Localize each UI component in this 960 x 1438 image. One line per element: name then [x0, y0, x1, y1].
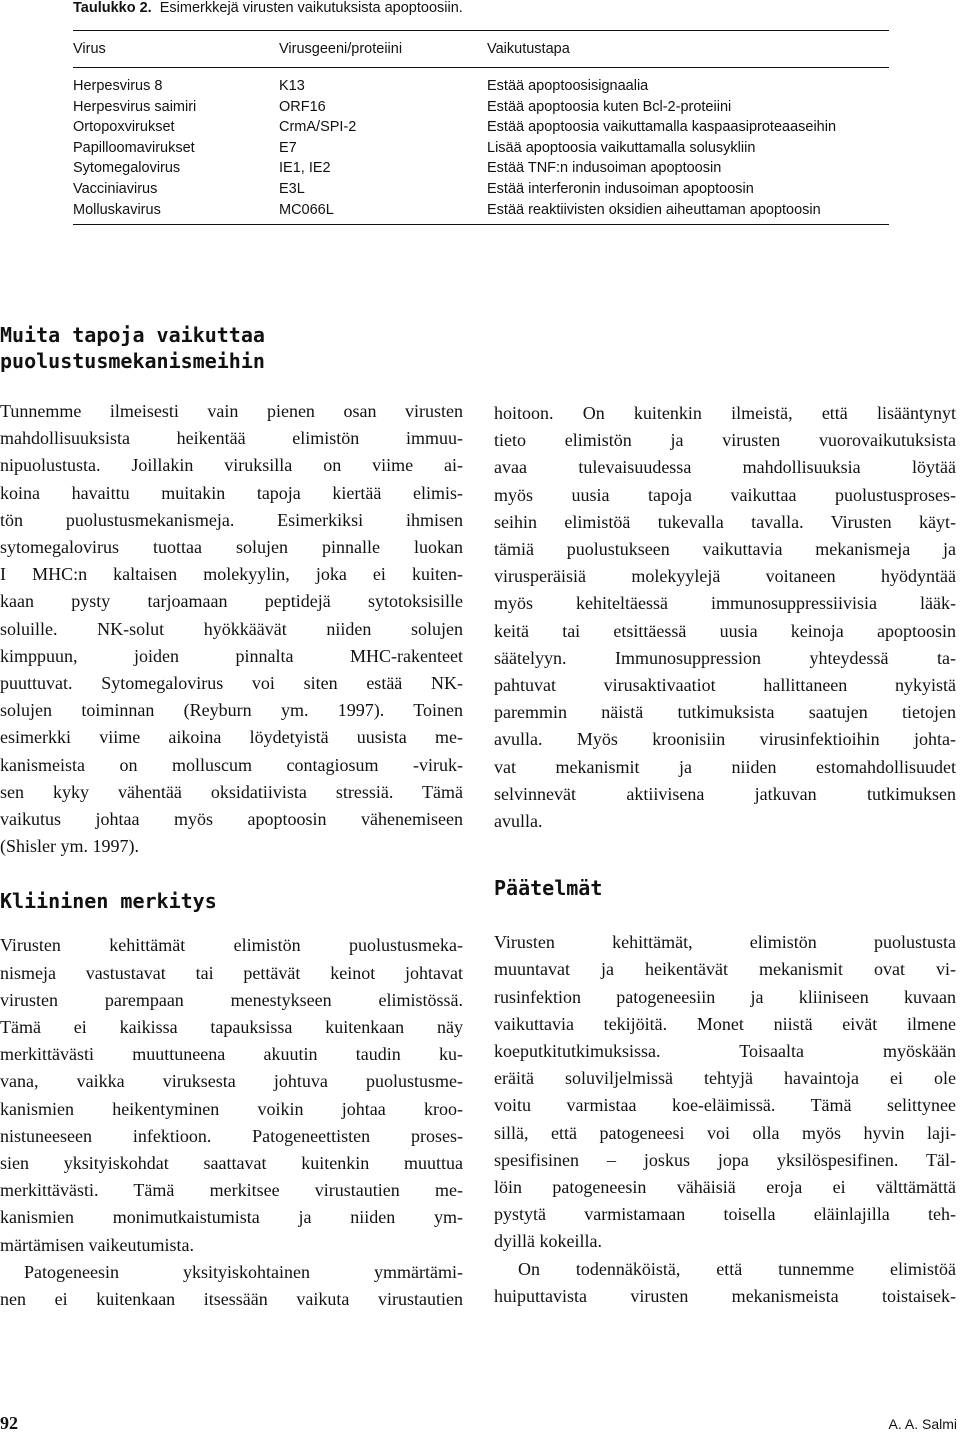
- text-line: kanismeista on molluscum contagiosum -viruk-: [0, 754, 463, 775]
- table-cell: Ortopoxvirukset: [73, 119, 175, 136]
- table-cell: Estää apoptoosia vaikuttamalla kaspaasiproteaaseihin: [487, 119, 837, 136]
- text-line: eräitä soluviljelmissä tehtyjä havaintoja ei ole: [494, 1068, 956, 1089]
- table-row: [73, 76, 889, 97]
- text-line: tön puolustusmekanismeja. Esimerkiksi ihmisen: [0, 509, 463, 530]
- text-line: spesifisinen – joskus jopa yksilöspesifinen. Täl-: [494, 1149, 956, 1170]
- text-line: avaa tulevaisuudessa mahdollisuuksia löytää: [494, 457, 956, 478]
- text-line: rusinfektion patogeneesiin ja kliiniseen kuvaan: [494, 986, 956, 1007]
- heading-line: Muita tapoja vaikuttaa: [0, 323, 265, 347]
- text-line: pystytä varmistamaan toisella eläinlajilla teh-: [494, 1204, 956, 1225]
- table-cell: Lisää apoptoosia vaikuttamalla solusykliin: [487, 139, 756, 156]
- table-cell: E3L: [279, 180, 305, 197]
- text-line: virusten parempaan menestykseen elimistössä.: [0, 989, 463, 1010]
- text-line: märtämisen vaikeutumista.: [0, 1234, 194, 1255]
- text-line: koeputkitutkimuksissa. Toisaalta myöskään: [494, 1041, 956, 1062]
- table-cell: Vacciniavirus: [73, 180, 158, 197]
- table-row: [73, 200, 889, 221]
- table-cell: Sytomegalovirus: [73, 160, 181, 177]
- table-cell: CrmA/SPI-2: [279, 119, 357, 136]
- text-line: nismeja vastustavat tai pettävät keinot johtavat: [0, 962, 463, 983]
- table-header-cell: Vaikutustapa: [487, 41, 570, 57]
- table-cell: Papilloomavirukset: [73, 139, 195, 156]
- text-line: Patogeneesin yksityiskohtainen ymmärtämi-: [24, 1261, 463, 1282]
- table-cell: Estää TNF:n indusoiman apoptoosin: [487, 160, 722, 177]
- text-line: kanismien monimutkaistumista ja niiden ym-: [0, 1207, 463, 1228]
- text-line: Virusten kehittämät elimistön puolustusmeka-: [0, 935, 463, 956]
- table-row: [73, 138, 889, 159]
- text-line: sytomegalovirus tuottaa solujen pinnalle luokan: [0, 537, 463, 558]
- table-cell: K13: [279, 78, 305, 94]
- text-line: säätelyyn. Immunosuppression yhteydessä ta-: [494, 647, 956, 668]
- virus-apoptosis-table: [73, 30, 889, 225]
- table-caption-text: Esimerkkejä virusten vaikutuksista apoptoosiin.: [159, 0, 463, 16]
- table-cell: Estää apoptoosia kuten Bcl-2-proteiini: [487, 98, 732, 115]
- text-line: vaikutus johtaa myös apoptoosin vähenemiseen: [0, 809, 463, 830]
- text-line: muuntavat ja heikentävät mekanismit ovat vi-: [494, 959, 956, 980]
- text-line: voitu varmistaa koe-eläimissä. Tämä selittynee: [494, 1095, 956, 1116]
- text-line: löin patogeneesin vähäisiä eroja ei välttämättä: [494, 1177, 956, 1198]
- section-body-continued: [494, 400, 956, 835]
- text-line: mahdollisuuksista heikentää elimistön immuu-: [0, 428, 463, 449]
- text-line: merkittävästi muuttuneena akuutin taudin ku-: [0, 1044, 463, 1065]
- text-line: vana, vaikka viruksesta johtuva puolustusme-: [0, 1071, 463, 1092]
- text-line: huiputtavista virusten mekanismeista toistaisek-: [494, 1285, 956, 1306]
- text-line: kaan pysty tarjoamaan peptidejä sytotoksisille: [0, 591, 463, 612]
- text-line: pahtuvat virusaktivaatiot hallittaneen nykyistä: [494, 675, 956, 696]
- text-line: tämiä puolustukseen vaikuttavia mekanismeja ja: [494, 539, 956, 560]
- text-line: Tämä ei kaikissa tapauksissa kuitenkaan näy: [0, 1017, 463, 1038]
- text-line: seihin elimistöä tukevalla tavalla. Virusten käyt-: [494, 511, 956, 532]
- text-line: nistuneeseen infektioon. Patogeneettisten proses-: [0, 1125, 463, 1146]
- text-line: puuttuvat. Sytomegalovirus voi siten estää NK-: [0, 673, 463, 694]
- running-author: A. A. Salmi: [888, 1416, 957, 1432]
- table-cell: Estää interferonin indusoiman apoptoosin: [487, 180, 754, 197]
- right-column: [494, 400, 956, 1310]
- table-caption: [73, 0, 463, 16]
- text-line: koina havaittu muitakin tapoja kiertää elimis-: [0, 482, 463, 503]
- text-line: virusperäisiä molekyylejä voitaneen hyödyntää: [494, 566, 956, 587]
- text-line: paremmin näistä tutkimuksista saatujen tietojen: [494, 702, 956, 723]
- text-line: dyillä kokeilla.: [494, 1231, 602, 1252]
- table-row: [73, 117, 889, 138]
- table-cell: Molluskavirus: [73, 201, 161, 218]
- table-cell: Estää reaktiivisten oksidien aiheuttaman apoptoosin: [487, 201, 821, 218]
- text-line: vaikuttavia tekijöitä. Monet niistä eivät ilmene: [494, 1013, 956, 1034]
- text-line: keitä tai etsittäessä uusia keinoja apoptoosin: [494, 620, 956, 641]
- table-header-row: [73, 31, 889, 67]
- text-line: merkittävästi. Tämä merkitsee virustautien me-: [0, 1180, 463, 1201]
- table-cell: MC066L: [279, 201, 334, 218]
- section-heading-kliininen: Kliininen merkitys: [0, 889, 217, 914]
- table-row: [73, 158, 889, 179]
- table-cell: IE1, IE2: [279, 160, 331, 177]
- table-header-cell: Virusgeeni/proteiini: [279, 41, 403, 57]
- section-body-kliininen: [0, 932, 463, 1313]
- section-body-muita: [0, 398, 463, 860]
- text-line: sien yksityiskohdat saattavat kuitenkin muuttua: [0, 1153, 463, 1174]
- text-line: I MHC:n kaltaisen molekyylin, joka ei kuiten-: [0, 564, 463, 585]
- text-line: vat mekanismit ja niiden estomahdollisuudet: [494, 756, 956, 777]
- table-cell: ORF16: [279, 98, 326, 115]
- left-column: [0, 322, 463, 1313]
- text-line: nipuolustusta. Joillakin viruksilla on viime ai-: [0, 455, 463, 476]
- table-row: [73, 179, 889, 200]
- text-line: tieto elimistön ja virusten vuorovaikutuksista: [494, 430, 956, 451]
- text-line: selvinnevät aktiivisena jatkuvan tutkimuksen: [494, 783, 956, 804]
- section-body-paatelmat: [494, 929, 956, 1310]
- text-line: hoitoon. On kuitenkin ilmeistä, että lisääntynyt: [494, 403, 956, 423]
- table-cell: Herpesvirus saimiri: [73, 98, 197, 115]
- text-line: Virusten kehittämät, elimistön puolustusta: [494, 932, 956, 953]
- heading-line: puolustusmekanismeihin: [0, 349, 265, 373]
- text-line: nen ei kuitenkaan itsessään vaikuta virustautien: [0, 1289, 463, 1310]
- text-line: sen kyky vähentää oksidatiivista stressiä. Tämä: [0, 781, 463, 802]
- text-line: On todennäköistä, että tunnemme elimistöä: [518, 1258, 956, 1279]
- table-cell: E7: [279, 139, 297, 156]
- table-header-cell: Virus: [73, 41, 106, 57]
- table-cell: Estää apoptoosisignaalia: [487, 78, 649, 94]
- table-bottom-rule: [73, 224, 889, 225]
- page-number: 92: [0, 1413, 18, 1433]
- text-line: esimerkki viime aikoina löydetyistä uusista me-: [0, 727, 463, 748]
- text-line: sillä, että patogeneesi voi olla myös hyvin laji-: [494, 1122, 956, 1143]
- text-line: myös kehiteltäessä immunosuppressiivisia lääk-: [494, 593, 956, 614]
- text-line: (Shisler ym. 1997).: [0, 836, 139, 857]
- text-line: kanismien heikentyminen voikin johtaa kroo-: [0, 1098, 463, 1119]
- table-row: [73, 97, 889, 118]
- text-line: Tunnemme ilmeisesti vain pienen osan virusten: [0, 401, 463, 421]
- text-line: solujen toiminnan (Reyburn ym. 1997). Toinen: [0, 700, 463, 721]
- text-line: myös uusia tapoja vaikuttaa puolustusproses-: [494, 484, 956, 505]
- text-line: avulla.: [494, 811, 543, 832]
- text-line: kimppuun, joiden pinnalta MHC-rakenteet: [0, 645, 463, 666]
- text-line: avulla. Myös kroonisiin virusinfektioihin johta-: [494, 729, 956, 750]
- table-caption-label: Taulukko 2.: [73, 0, 152, 16]
- text-line: soluille. NK-solut hyökkäävät niiden solujen: [0, 618, 463, 639]
- section-heading-muita: [0, 322, 463, 374]
- table-cell: Herpesvirus 8: [73, 78, 163, 94]
- section-heading-paatelmat: Päätelmät: [494, 876, 603, 901]
